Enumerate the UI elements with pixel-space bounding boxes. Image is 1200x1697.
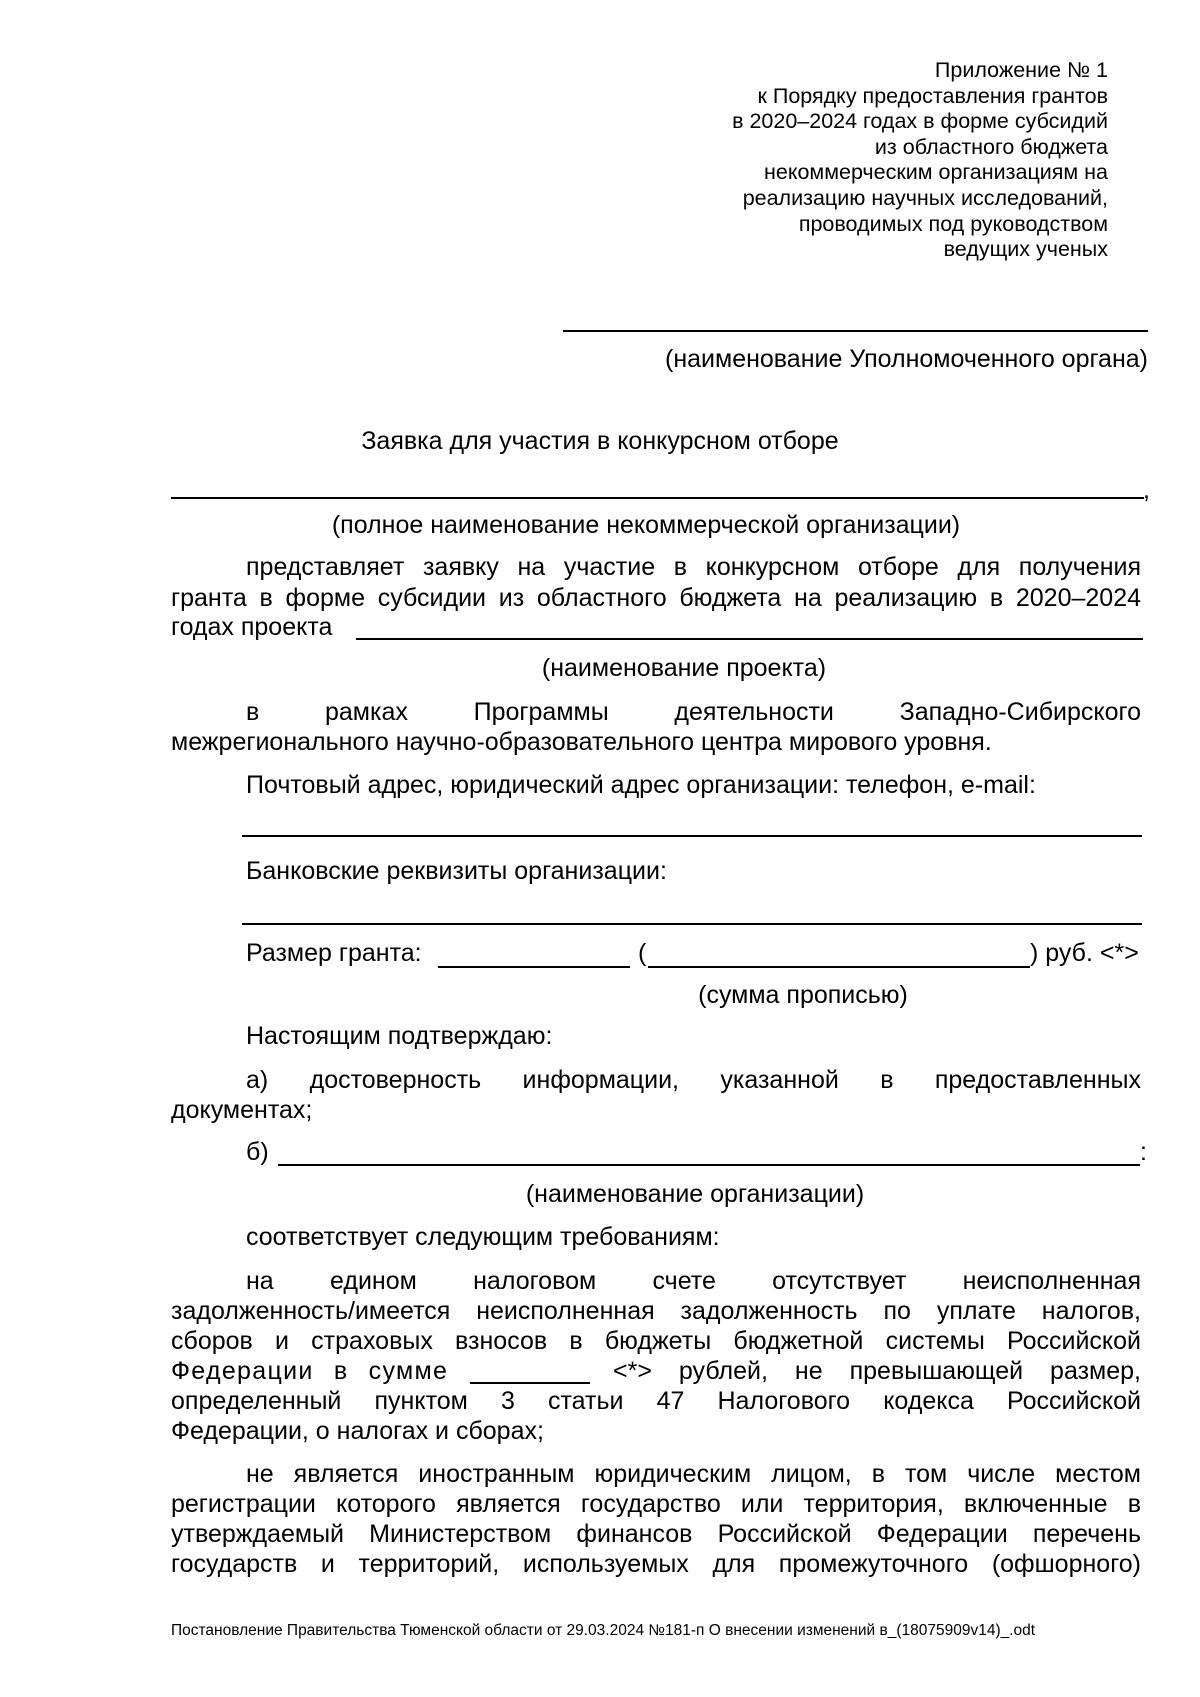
intro-line-1: представляет заявку на участие в конкурсном отборе для получения bbox=[246, 553, 1141, 581]
bank-details-blank-line bbox=[242, 923, 1142, 925]
bank-details-label: Банковские реквизиты организации: bbox=[246, 857, 667, 885]
appendix-line: ведущих ученых bbox=[943, 237, 1108, 262]
appendix-line: к Порядку предоставления грантов bbox=[757, 83, 1108, 108]
organization-caption: (полное наименование некоммерческой организации) bbox=[331, 511, 961, 539]
grant-amount-words-blank-line bbox=[648, 966, 1030, 968]
foreign-line-2: регистрации которого является государство или территория, включенные в bbox=[171, 1490, 1141, 1518]
project-blank-line bbox=[356, 638, 1143, 640]
appendix-line: некоммерческим организациям на bbox=[763, 160, 1108, 185]
item-b-blank-line bbox=[278, 1164, 1140, 1166]
tax-line-6: Федерации, о налогах и сборах; bbox=[171, 1417, 544, 1445]
page-footer: Постановление Правительства Тюменской области от 29.03.2024 №181-п О внесении изменений в_(18075909v14)_.odt bbox=[171, 1622, 1036, 1639]
requirements-label: соответствует следующим требованиям: bbox=[246, 1223, 720, 1251]
tax-line-3: сборов и страховых взносов в бюджеты бюджетной системы Российской bbox=[171, 1327, 1141, 1355]
program-line-1: в рамках Программы деятельности Западно-Сибирского bbox=[246, 698, 1141, 726]
grant-open-paren: ( bbox=[638, 939, 647, 967]
grant-size-label: Размер гранта: bbox=[246, 939, 422, 967]
item-a-line-1: а) достоверность информации, указанной в предоставленных bbox=[246, 1066, 1141, 1094]
organization-blank-line bbox=[171, 497, 1144, 499]
appendix-line: из областного бюджета bbox=[874, 134, 1108, 159]
tax-line-4-start: Федерации в сумме bbox=[171, 1357, 449, 1385]
item-a-line-2: документах; bbox=[171, 1096, 313, 1124]
grant-amount-blank-line bbox=[438, 966, 630, 968]
appendix-line: Приложение № 1 bbox=[934, 58, 1108, 82]
appendix-header bbox=[732, 58, 1108, 263]
authority-caption: (наименование Уполномоченного органа) bbox=[665, 345, 1148, 373]
intro-line-3: годах проекта bbox=[171, 613, 333, 641]
item-b-prefix: б) bbox=[246, 1138, 269, 1166]
appendix-line: реализацию научных исследований, bbox=[742, 185, 1108, 210]
tax-line-1: на едином налоговом счете отсутствует неисполненная bbox=[246, 1267, 1141, 1295]
program-line-2: межрегионального научно-образовательного центра мирового уровня. bbox=[171, 728, 992, 756]
postal-address-blank-line bbox=[242, 835, 1142, 837]
intro-line-2: гранта в форме субсидии из областного бюджета на реализацию в 2020–2024 bbox=[171, 584, 1141, 612]
tax-line-2: задолженность/имеется неисполненная задолженность по уплате налогов, bbox=[171, 1297, 1141, 1325]
item-b-suffix: : bbox=[1140, 1138, 1147, 1166]
organization-comma: , bbox=[1143, 476, 1150, 504]
foreign-line-3: утверждаемый Министерством финансов Российской Федерации перечень bbox=[171, 1520, 1141, 1548]
foreign-line-4: государств и территорий, используемых для промежуточного (офшорного) bbox=[171, 1550, 1141, 1578]
grant-currency-suffix: ) руб. <*> bbox=[1030, 939, 1139, 967]
project-caption: (наименование проекта) bbox=[541, 654, 827, 682]
authority-blank-line bbox=[563, 330, 1148, 332]
appendix-line: в 2020–2024 годах в форме субсидий bbox=[732, 109, 1108, 134]
tax-line-4-end: <*> рублей, не превышающей размер, bbox=[613, 1357, 1141, 1385]
organization-name-caption: (наименование организации) bbox=[525, 1180, 865, 1208]
tax-amount-blank-line bbox=[470, 1382, 590, 1384]
confirm-label: Настоящим подтверждаю: bbox=[246, 1022, 553, 1050]
grant-amount-caption: (сумма прописью) bbox=[698, 981, 908, 1009]
tax-line-5: определенный пунктом 3 статьи 47 Налогового кодекса Российской bbox=[171, 1387, 1141, 1415]
postal-address-label: Почтовый адрес, юридический адрес организации: телефон, e-mail: bbox=[246, 771, 1036, 799]
appendix-line: проводимых под руководством bbox=[798, 211, 1108, 236]
foreign-line-1: не является иностранным юридическим лицом, в том числе местом bbox=[246, 1460, 1141, 1488]
document-title: Заявка для участия в конкурсном отборе bbox=[361, 427, 839, 455]
